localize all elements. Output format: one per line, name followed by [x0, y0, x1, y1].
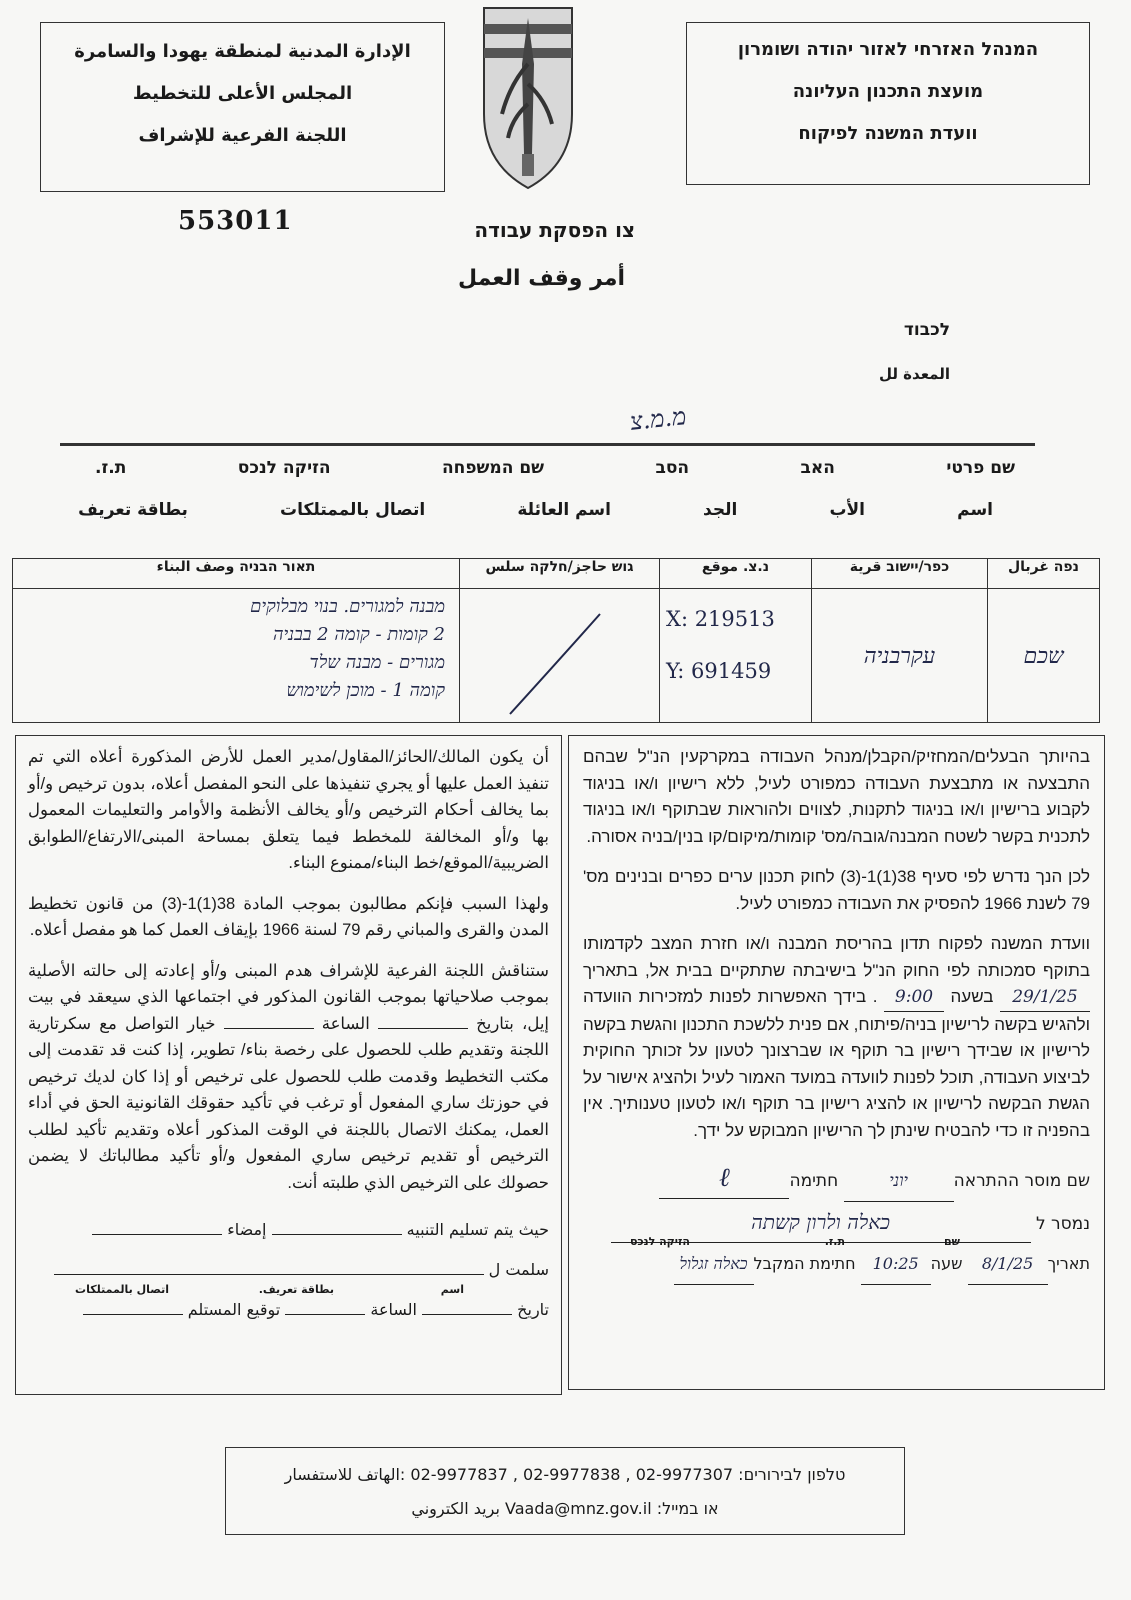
district-value: שכם: [988, 589, 1100, 723]
label-property-relation-ar: اتصال بالممتلكات: [280, 500, 426, 520]
coordinates-cell: [660, 589, 812, 723]
to-label-hebrew: לכבוד: [903, 320, 950, 340]
arabic-org-line-3: اللجنة الفرعية للإشراف: [138, 125, 347, 146]
arabic-org-line-1: الإدارة المدنية لمنطقة يهودا والسامرة: [74, 41, 411, 62]
meeting-date-ar: [378, 1028, 468, 1029]
th-coordinates: נ.צ. موقع: [660, 559, 812, 589]
header-arabic-box: [40, 22, 445, 192]
label-first-name-ar: اسم: [957, 500, 993, 520]
arabic-para-3: ستناقش اللجنة الفرعية للإشراف هدم المبنى و/أو إعادته إلى حالته الأصلية بموجب صلاحياتها بموجب القانون المذكور في اجتماعها الذي سيعقد في بيت إيل، بتاريخ الساعة خيار التواصل مع سكرتارية اللجنة وتقديم طلب للحصول على رخصة بناء/ تطوير، إذا كنت قد تقدمت إلى مكتب التخطيط وقدمت طلب للحصول على ترخيص أو إذا كان لديك ترخيص في حوزتك ساري المفعول أو ترغب في تأكيد حقوقك القانونية الحق في أداء العمل، يمكنك الاتصال باللجنة في الوقت المذكور أعلاه وتقديم تأكيد لطلب الترخيص أو تقديم ترخيص ساري المفعول و/أو تأكيد مطالباتك لا يضمن حصولك على الترخيص الذي طلبته أنت.: [28, 961, 550, 1192]
meeting-time: 9:00: [884, 984, 944, 1012]
label-property-relation: הזיקה לנכס: [237, 458, 331, 478]
hebrew-notice-box: [568, 735, 1105, 1390]
contact-footer: [225, 1447, 905, 1535]
label-family-name-ar: اسم العائلة: [517, 500, 611, 520]
meeting-date: 29/1/25: [1000, 984, 1090, 1012]
label-father: האב: [800, 458, 835, 478]
label-father-ar: الأب: [829, 500, 866, 520]
contact-phones: טלפון לבירורים: 02-9977307 , 02-9977838 , 02-9977837 :الهاتف للاستفسار: [284, 1465, 846, 1484]
issuer-name: יוני: [844, 1161, 954, 1202]
label-id-ar: بطاقة تعريف: [78, 500, 188, 520]
delivery-date: 8/1/25: [968, 1244, 1048, 1285]
issuer-signature: ℓ: [659, 1158, 789, 1199]
to-label-arabic: المعدة لل: [878, 365, 950, 383]
label-id: ת.ז.: [95, 458, 127, 478]
description-line: קומה 1 - מוכן לשימוש: [286, 680, 445, 701]
hebrew-signature-block: שם מוסר ההתראהיוני חתימהℓ נמסר ל כאלה ולרון קשתה שם ת.ז. הזיקה לנכס תאריך8/1/25 שעה10:25 חתימת המקבלכאלה זגלול: [583, 1158, 1090, 1285]
label-grandfather-ar: الجد: [703, 500, 738, 520]
title-arabic: أمر وقف العمل: [457, 266, 625, 291]
emblem-icon: [480, 4, 576, 190]
arabic-notice-box: [15, 735, 562, 1395]
parcel-slash-mark: [500, 609, 610, 719]
description-cell: [13, 589, 460, 723]
delivered-to-value: כאלה ולרון קשתה: [611, 1202, 1031, 1243]
addressee-name: מ.מ.צ: [628, 402, 688, 436]
hebrew-para-1: בהיותך הבעלים/המחזיק/הקבלן/מנהל העבודה במקרקעין הנ"ל שבהם התבצעה או מתבצעת העבודה כמפורט לעיל, ללא רישיון ו/או בניגוד לקבוע ברישיון ו/או בניגוד לתקנות, לצווים ולהוראות שבתוקף ו/או בניגוד לתכנית בקשר לשטח המבנה/גובה/מס' קומות/מיקום/קו בנין/בניה אסורה.: [583, 747, 1090, 846]
arabic-signature-block: حيث يتم تسليم التنبيه إمضاء سلمت ل اسم بطاقة تعريف. اتصال بالممتلكات تاريخ الساعة توقيع المستلم: [28, 1210, 549, 1330]
person-fields-arabic: [78, 500, 993, 520]
parcel-cell: [460, 589, 660, 723]
th-description: תאור הבניה وصف البناء: [13, 559, 460, 589]
coord-x: X: 219513: [666, 607, 775, 631]
description-line: 2 קומות - קומה 2 בבניה: [272, 624, 445, 645]
meeting-time-ar: [224, 1028, 314, 1029]
hebrew-para-2: לכן הנך נדרש לפי סעיף 38(1)1-(3) לחוק תכנון ערים כפרים ובנינים מס' 79 לשנת 1966 להפסיק את העבודה כמפורט לעיל.: [583, 867, 1091, 913]
arabic-para-1: أن يكون المالك/الحائز/المقاول/مدير العمل للأرض المذكورة أعلاه التي تم تنفيذ العمل عليها أو يجري تنفيذها على النحو المفصل أعلاه، بدون ترخيص و/أو بما يخالف أحكام الترخيص و/أو يخالف الأنظمة والأوامر والتعليمات المعمول بها و/أو المخالفة للمخطط فيما يتعلق بمساحة المبنى/الارتفاع/الطوابق الضريبية/الموقع/خط البناء/ممنوع البناء.: [28, 748, 549, 872]
th-village: כפר/יישוב قرية: [812, 559, 988, 589]
th-parcel: גוש حاجز/חלקה سلس: [460, 559, 660, 589]
receiver-signature: כאלה זגלול: [674, 1244, 754, 1285]
hebrew-org-line-2: מועצת התכנון העליונה: [792, 81, 984, 102]
label-grandfather: הסב: [655, 458, 690, 478]
document-number: 553011: [178, 206, 293, 236]
header-hebrew-box: [686, 22, 1090, 185]
description-line: מבנה למגורים. בנוי מבלוקים: [250, 596, 445, 617]
description-line: מגורים - מבנה שלד: [309, 652, 445, 673]
contact-email[interactable]: או במייל: Vaada@mnz.gov.il بريد الكتروني: [411, 1499, 719, 1518]
hebrew-para-3: וועדת המשנה לפקוח תדון בהריסת המבנה ו/או חזרת המצב לקדמותו בתוקף סמכותה לפי החוק הנ"ל בישיבתה שתתקיים בבית אל, בתאריך 29/1/25 בשעה 9:00 . בידך האפשרות לפנות למזכירות הוועדה ולהגיש בקשה לרישיון בניה/פיתוח, אם פנית ללשכת התכנון והגשת בקשה לרישיון או שבידך רישיון בר תוקף או שברצונך לטעון על זכותך החוקית לביצוע העבודה, תוכל לפנות לוועדה במועד האמור לעיל ולהציג אישור על הגשת הבקשה לרישיון או להציג רישיון בר תוקף ו/או לטעון טענותיך. אין בהפניה זו כדי להבטיח שינתן לך הרישיון המבוקש על ידך.: [583, 934, 1090, 1140]
delivery-time: 10:25: [861, 1244, 931, 1285]
person-fields-hebrew: [95, 458, 1015, 478]
village-value: עקרבניה: [812, 589, 988, 723]
location-table: [12, 558, 1100, 723]
th-district: נפה غربال: [988, 559, 1100, 589]
hebrew-notice-text: [583, 744, 1090, 1144]
hebrew-org-line-3: וועדת המשנה לפיקוח: [798, 123, 978, 144]
arabic-org-line-2: المجلس الأعلى للتخطيط: [132, 83, 353, 104]
divider-line: [60, 443, 1035, 446]
hebrew-org-line-1: המנהל האזרחי לאזור יהודה ושומרון: [737, 39, 1039, 60]
arabic-notice-text: [28, 744, 549, 1196]
title-hebrew: צו הפסקת עבודה: [474, 218, 635, 242]
label-first-name: שם פרטי: [946, 458, 1015, 478]
arabic-para-2: ولهذا السبب فإنكم مطالبون بموجب المادة 38(1)1-(3) من قانون تخطيط المدن والقرى والمباني رقم 79 لسنة 1966 بإيقاف العمل كما هو مفصل أعلاه.: [28, 894, 549, 939]
coord-y: Y: 691459: [666, 659, 772, 683]
label-family-name: שם המשפחה: [442, 458, 545, 478]
